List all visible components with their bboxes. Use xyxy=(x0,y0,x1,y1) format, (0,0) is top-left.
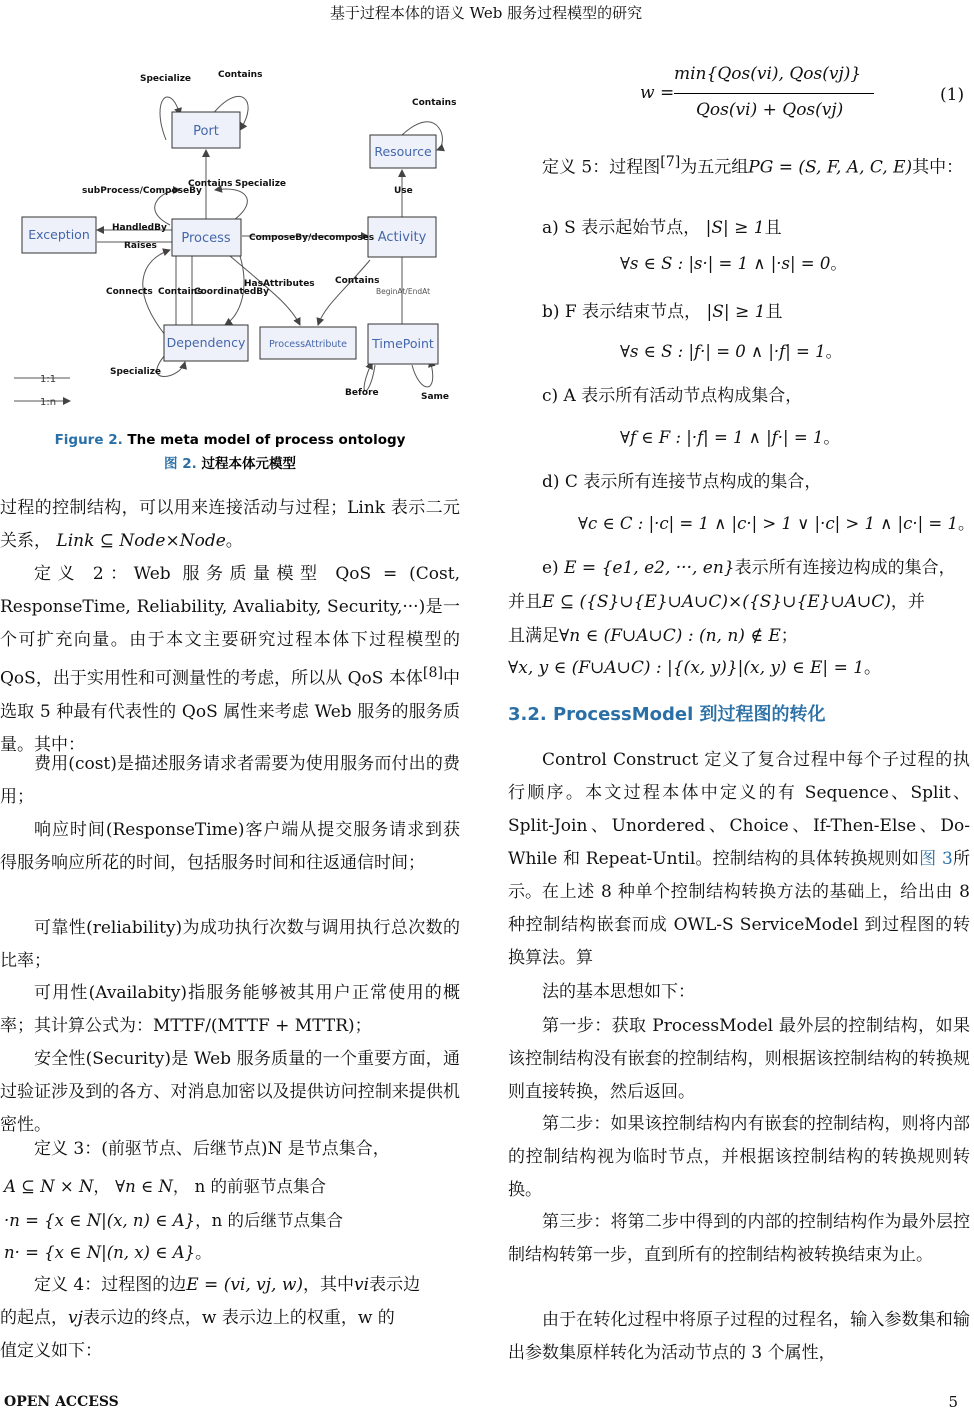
edge-label-beginat: BeginAt/EndAt xyxy=(376,287,431,296)
def4-text-4: 的起点， xyxy=(0,1308,68,1328)
equation-1 xyxy=(640,60,940,130)
connect-node-formula: ∀c ∈ C : |·c| = 1 ∧ |c·| > 1 ∨ |·c| > 1 ∧ |c·| = 1 xyxy=(578,514,958,533)
step-2-paragraph: 第二步：如果该控制结构内有嵌套的控制结构，则将内部的控制结构视为临时节点，并根据该控制结构的转换规则转换。 xyxy=(508,1114,970,1200)
def4-text-3: 表示边 xyxy=(369,1275,421,1295)
period: 。 xyxy=(195,1243,212,1262)
reliability-paragraph: 可靠性(reliability)为成功执行次数与调用执行总次数的比率； xyxy=(0,918,460,971)
item-d-formula xyxy=(578,510,974,534)
algorithm-idea-paragraph: 法的基本思想如下： xyxy=(542,982,695,1002)
definition-3-line-2 xyxy=(4,1173,326,1197)
period: 。 xyxy=(864,658,882,678)
item-e-line-3 xyxy=(508,620,970,653)
cost-paragraph: 费用(cost)是描述服务请求者需要为使用服务而付出的费用； xyxy=(0,754,460,807)
p1-end: 。 xyxy=(225,531,243,551)
edge-label-connects: Connects xyxy=(106,287,153,297)
definition-4-line-2 xyxy=(0,1302,460,1335)
section-heading-3-2: 3.2. ProcessModel 到过程图的转化 xyxy=(508,704,826,725)
item-a-text: a) S 表示起始节点， xyxy=(542,218,701,238)
item-e-label: e) xyxy=(542,558,559,578)
def4-text-5: 表示边的终点，w 表示边上的权重，w 的 xyxy=(82,1308,395,1328)
period: 。 xyxy=(830,254,847,273)
item-e-line xyxy=(542,552,972,585)
period: 。 xyxy=(823,428,840,447)
def5-text-3: 其中： xyxy=(912,157,964,178)
item-e-text-4: 且满足 xyxy=(508,626,559,646)
edge-label-composeby: ComposeBy/decomposes xyxy=(249,233,375,243)
eq1-lhs: w = xyxy=(640,83,675,103)
successor-text: ，n 的后继节点集合 xyxy=(195,1211,343,1230)
semicolon: ； xyxy=(780,626,798,646)
item-a-tail: 且 xyxy=(764,218,782,238)
exception-node xyxy=(22,217,96,253)
edge-math: E = (vi, vj, w) xyxy=(186,1275,304,1295)
timepoint-label: TimePoint xyxy=(372,336,434,351)
edge-label-contains-top: Contains xyxy=(218,70,263,80)
activity-label: Activity xyxy=(377,230,427,245)
definition-3-paragraph: 定义 3：(前驱节点、后继节点)N 是节点集合， xyxy=(34,1139,390,1159)
eq1-fraction-bar xyxy=(674,93,874,94)
edge-label-contains-resource: Contains xyxy=(412,98,457,108)
caption-en-label: Figure 2. xyxy=(54,432,123,448)
item-b-tail: 且 xyxy=(765,302,783,322)
process-attribute-node xyxy=(260,327,356,359)
activity-node-formula: ∀f ∈ F : |·f| = 1 ∧ |f·| = 1 xyxy=(620,428,824,447)
process-ontology-meta-model-figure xyxy=(0,60,470,430)
edge-label-contains-dep: Contains xyxy=(158,287,203,297)
item-e-text-2: 并且 xyxy=(508,592,542,612)
page-number: 5 xyxy=(948,1393,958,1411)
def4-text-2: ，其中 xyxy=(303,1275,355,1295)
def5-text: 定义 5：过程图 xyxy=(542,157,661,178)
item-b-line xyxy=(542,296,962,329)
eq1-numerator: min{Qos(vi), Qos(vj)} xyxy=(674,64,862,84)
dependency-node xyxy=(164,325,248,361)
running-header: 基于过程本体的语义 Web 服务过程模型的研究 xyxy=(329,4,643,22)
edge-label-handledby: HandledBy xyxy=(112,223,167,233)
period: 。 xyxy=(957,514,974,533)
process-label: Process xyxy=(181,231,231,246)
no-self-loop-math: ∀n ∈ (F∪A∪C) : (n, n) ∉ E xyxy=(559,626,781,646)
period: 。 xyxy=(825,342,843,361)
process-attribute-label: ProcessAttribute xyxy=(269,339,347,350)
p1-text: 过程的控制结构，可以用来连接活动与过程；Link 表示二元关系， xyxy=(0,498,460,551)
caption-en-text: The meta model of process ontology xyxy=(122,432,406,448)
item-b-formula xyxy=(620,338,842,362)
availability-paragraph: 可用性(Availabity)指服务能够被其用户正常使用的概率；其计算公式为：MTTF/(MTTF + MTTR)； xyxy=(0,983,460,1036)
item-e-text-3: ，并 xyxy=(890,592,925,612)
edge-label-subprocess: subProcess/ComposeBy xyxy=(82,186,202,196)
item-e-line-4 xyxy=(508,652,970,685)
definition-4-line-1 xyxy=(34,1269,460,1302)
item-e-line-2 xyxy=(508,586,970,619)
definition-3-line-4 xyxy=(4,1239,212,1263)
def5-text-2: 为五元组 xyxy=(680,157,749,178)
citation-7: [7] xyxy=(660,154,681,170)
forall-n-math: ∀n ∈ N xyxy=(115,1177,173,1196)
definition-3-line-3 xyxy=(4,1207,343,1231)
resource-label: Resource xyxy=(374,144,432,159)
edge-label-before: Before xyxy=(345,388,379,398)
start-node-formula: ∀s ∈ S : |s·| = 1 ∧ |·s| = 0 xyxy=(620,254,831,273)
figure-caption-zh xyxy=(0,452,460,472)
item-c-line: c) A 表示所有活动节点构成集合， xyxy=(542,386,803,406)
end-node-formula: ∀s ∈ S : |f·| = 0 ∧ |·f| = 1 xyxy=(620,342,826,361)
unique-edge-math: ∀x, y ∈ (F∪A∪C) : |{(x, y)}|(x, y) ∈ E| = 1 xyxy=(508,658,865,678)
definition-5-paragraph xyxy=(508,146,970,185)
relation-a-math: A ⊆ N × N xyxy=(4,1177,94,1196)
comma: ， xyxy=(93,1177,110,1196)
legend-one-to-one: 1:1 xyxy=(40,374,57,385)
port-label: Port xyxy=(193,124,219,139)
exception-label: Exception xyxy=(28,227,90,242)
caption-zh-text: 过程本体元模型 xyxy=(201,456,296,472)
process-node xyxy=(172,219,241,256)
def2-text: 定义 2：Web 服务质量模型 QoS = (Cost, ResponseTime, Reliability, Avaliabity, Security,···)是一个可扩充向量。由于本文主要研究过程本体下过程模型的QoS，出于实用性和可测量性的考虑，所以从 QoS 本体 xyxy=(0,564,460,689)
edge-label-coordinatedby: CoordinatedBy xyxy=(194,287,269,297)
edge-set-math: E = {e1, e2, ···, en} xyxy=(564,558,735,578)
caption-zh-label: 图 2. xyxy=(164,456,197,472)
edge-label-contains-mid: Contains xyxy=(188,179,233,189)
figure-caption-en xyxy=(0,432,460,448)
item-c-formula xyxy=(620,424,840,448)
item-b-cardinality: |S| ≥ 1 xyxy=(706,302,766,322)
edge-label-specialize-top: Specialize xyxy=(140,74,192,84)
edge-label-hasattributes: HasAttributes xyxy=(244,279,315,289)
dependency-label: Dependency xyxy=(166,335,246,350)
definition-2-paragraph xyxy=(0,558,460,762)
citation-8: [8] xyxy=(422,665,443,681)
footer-open-access: OPEN ACCESS xyxy=(4,1394,119,1410)
activity-node xyxy=(368,217,436,257)
edge-label-raises: Raises xyxy=(124,241,157,251)
left-paragraph-1 xyxy=(0,492,460,558)
item-a-cardinality: |S| ≥ 1 xyxy=(705,218,765,238)
conversion-paragraph: 由于在转化过程中将原子过程的过程名，输入参数集和输出参数集原样转化为活动节点的 3 个属性， xyxy=(508,1310,970,1363)
eq1-denominator: Qos(vi) + Qos(vj) xyxy=(696,100,844,120)
item-b-text: b) F 表示结束节点， xyxy=(542,302,702,322)
item-e-text: 表示所有连接边构成的集合， xyxy=(734,558,956,578)
link-relation-math: Link ⊆ Node×Node xyxy=(56,531,226,551)
legend-one-to-n: 1:n xyxy=(40,397,57,408)
step-3-paragraph: 第三步：将第二步中得到的内部的控制结构作为最外层控制结构转第一步，直到所有的控制结构被转换结束为止。 xyxy=(508,1212,970,1265)
vj-math: vj xyxy=(68,1308,83,1328)
pg-tuple-math: PG = (S, F, A, C, E) xyxy=(748,157,913,178)
edge-label-specialize-bottom: Specialize xyxy=(110,367,162,377)
successor-set-math: n· = {x ∈ N|(n, x) ∈ A} xyxy=(4,1243,196,1262)
definition-4-line-3: 值定义如下： xyxy=(0,1341,102,1361)
item-d-line: d) C 表示所有连接节点构成的集合， xyxy=(542,472,822,492)
control-construct-end: 所示。 xyxy=(508,849,970,902)
algorithm-intro-paragraph: 在上述 8 种单个控制结构转换方法的基础上，给出由 8 种控制结构嵌套而成 OWL-S ServiceModel 到过程图的转换算法。算 xyxy=(508,882,970,968)
edge-subset-math: E ⊆ ({S}∪{E}∪A∪C)×({S}∪{E}∪A∪C) xyxy=(542,592,891,612)
edge-label-same: Same xyxy=(421,392,450,402)
timepoint-node xyxy=(368,324,438,364)
def2-text-cont: 中选取 5 种最有代表性的 QoS 属性来考虑 Web 服务的服务质量。其中： xyxy=(0,668,461,755)
control-construct-text: Control Construct 定义了复合过程中每个子过程的执行顺序。本文过程本体中定义的有 Sequence、Split、Split-Join、Unordered、Choice、If-Then-Else、Do-While 和 Repeat-Until。控制结构的具体转换规则如 xyxy=(508,750,970,869)
def4-text: 定义 4：过程图的边 xyxy=(34,1275,187,1295)
step-1-paragraph: 第一步：获取 ProcessModel 最外层的控制结构，如果该控制结构没有嵌套的控制结构，则根据该控制结构的转换规则直接转换，然后返回。 xyxy=(508,1016,970,1102)
response-time-paragraph: 响应时间(ResponseTime)客户端从提交服务请求到获得服务响应所花的时间，包括服务时间和往返通信时间； xyxy=(0,820,460,873)
edge-label-specialize-mid: Specialize xyxy=(235,179,287,189)
figure-3-link[interactable]: 图 3 xyxy=(919,849,953,869)
edge-label-contains-attr: Contains xyxy=(335,276,380,286)
predecessor-text: ， n 的前驱节点集合 xyxy=(172,1177,327,1196)
resource-node xyxy=(370,135,436,168)
port-node xyxy=(172,112,240,148)
item-a-formula xyxy=(620,250,847,274)
edge-label-use: Use xyxy=(394,186,413,196)
predecessor-set-math: ·n = {x ∈ N|(x, n) ∈ A} xyxy=(4,1211,196,1230)
item-a-line xyxy=(542,212,962,245)
security-paragraph: 安全性(Security)是 Web 服务质量的一个重要方面，通过验证涉及到的各方、对消息加密以及提供访问控制来提供机密性。 xyxy=(0,1049,460,1135)
equation-1-tag: (1) xyxy=(940,85,965,105)
vi-math: vi xyxy=(354,1275,370,1295)
